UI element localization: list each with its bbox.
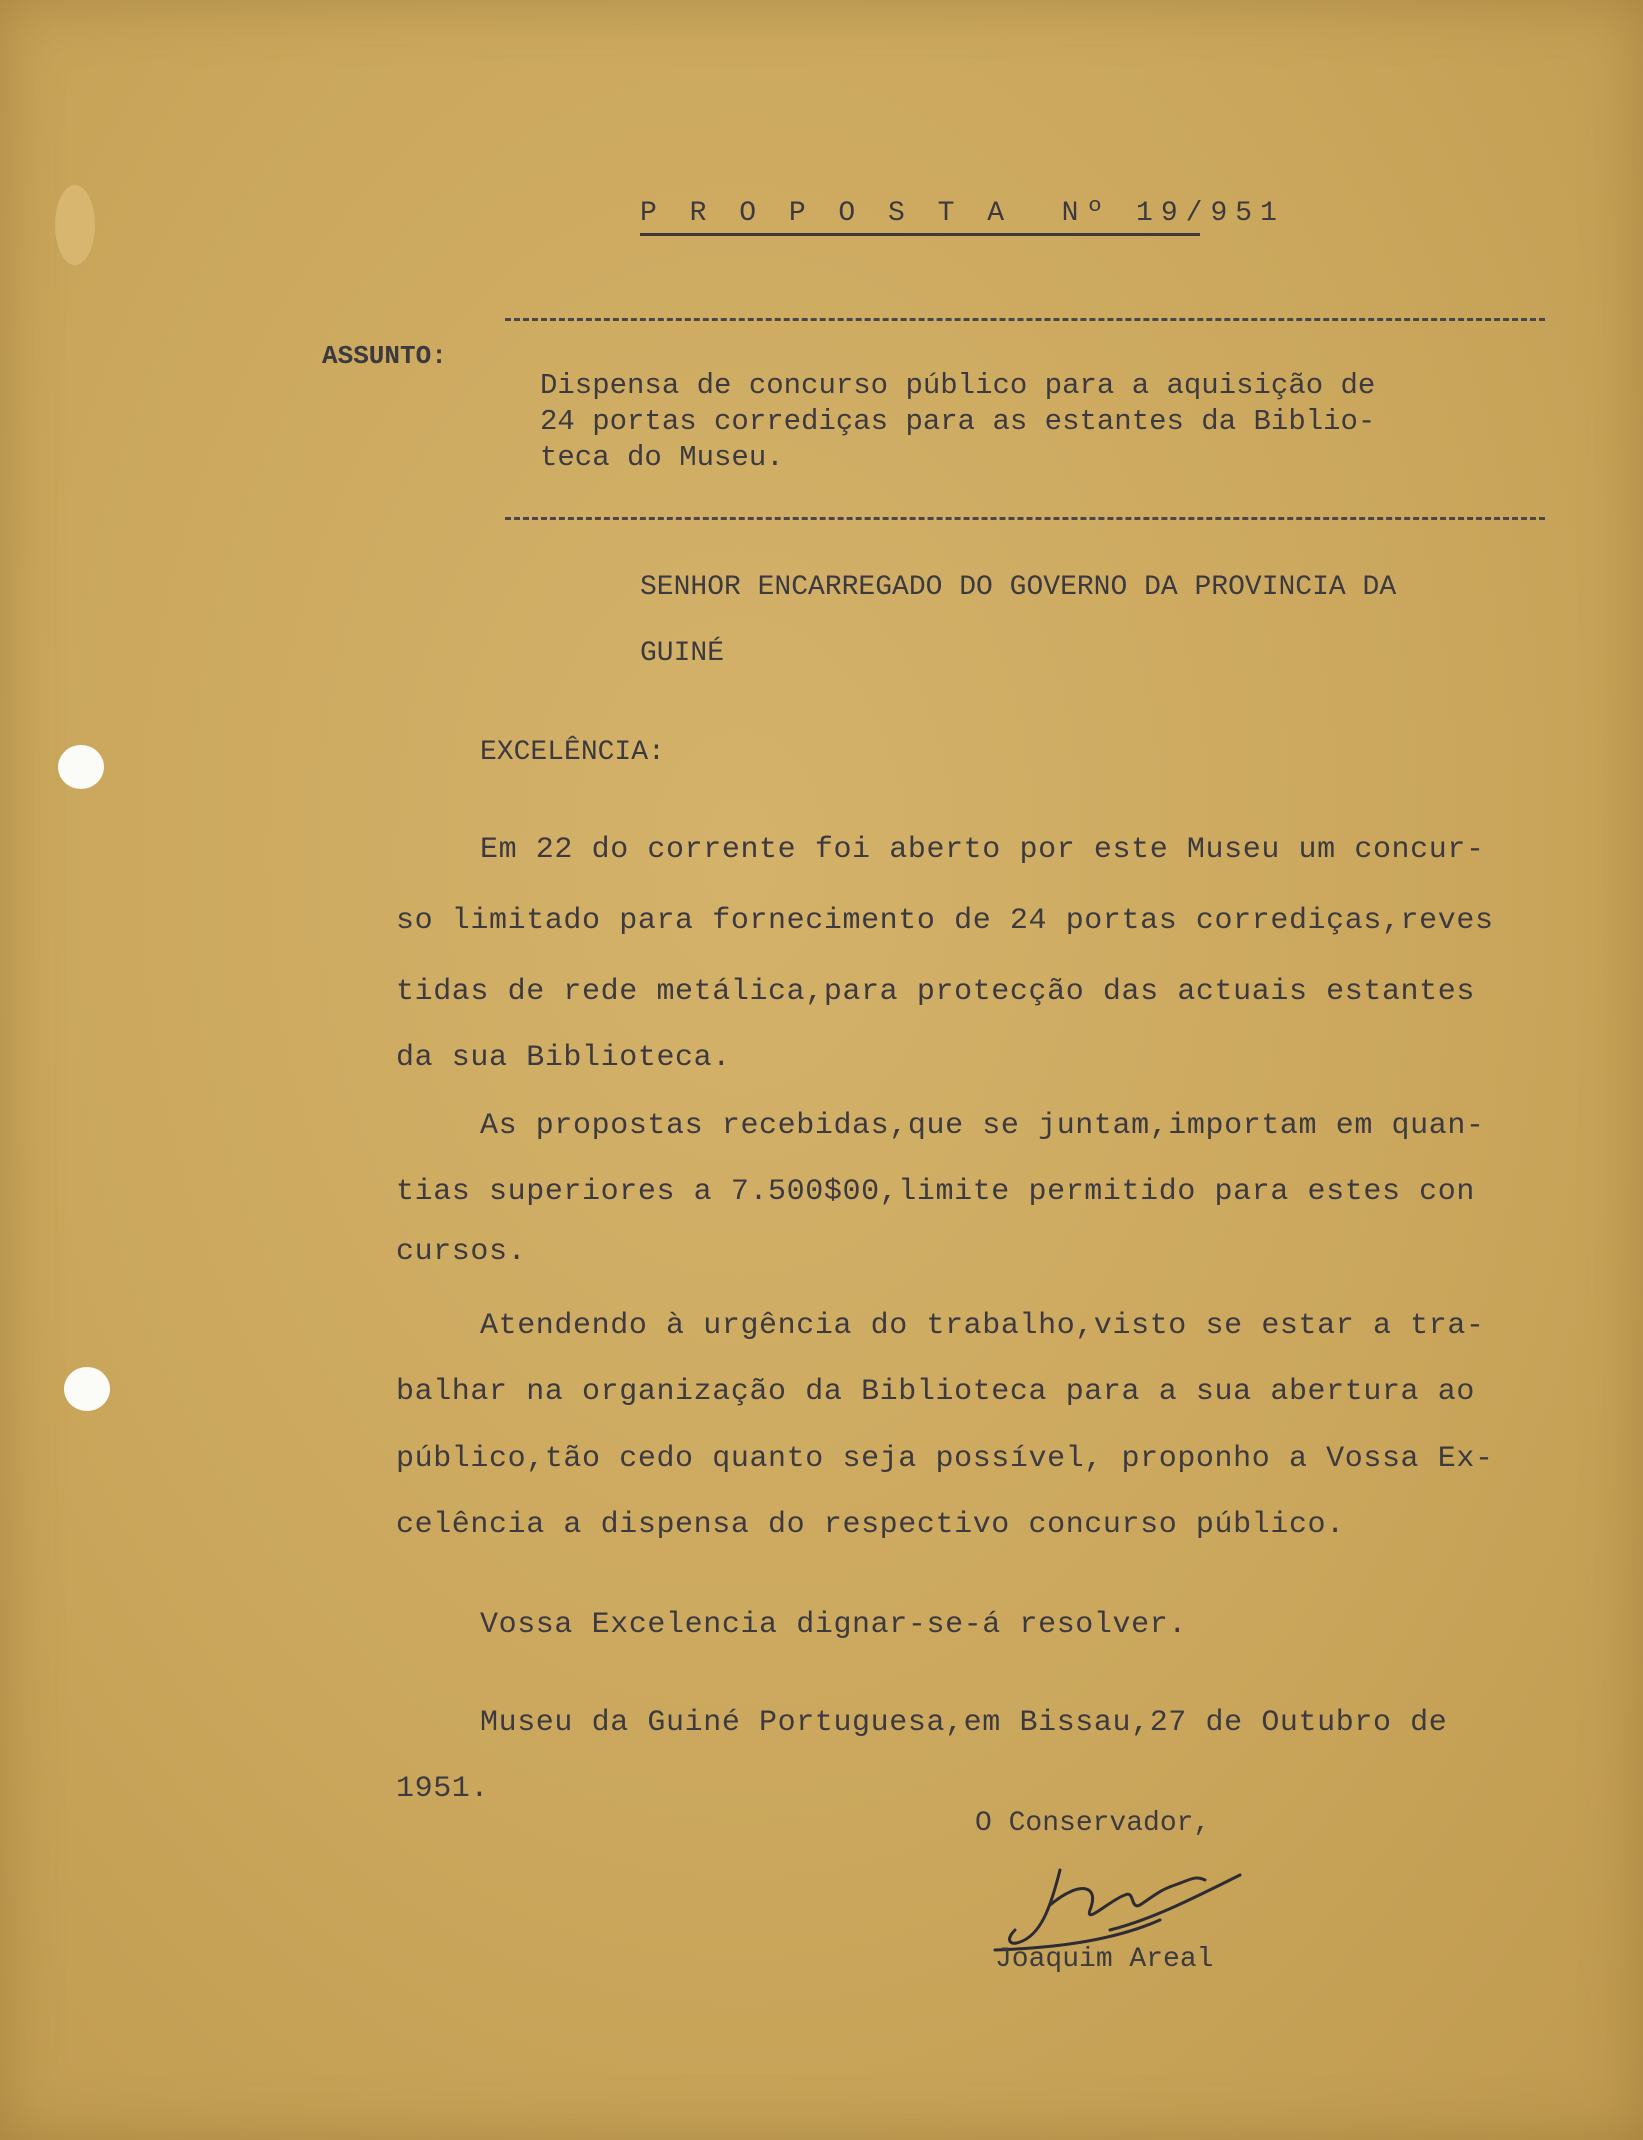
- document-title: P R O P O S T A Nº 19/951: [640, 198, 1200, 236]
- salutation: EXCELÊNCIA:: [480, 737, 665, 768]
- body-line: Em 22 do corrente foi aberto por este Museu um concur-: [480, 833, 1485, 867]
- body-line: balhar na organização da Biblioteca para a sua abertura ao: [396, 1375, 1475, 1409]
- addressee-line: GUINÉ: [640, 638, 725, 669]
- divider-bottom: [505, 517, 1545, 520]
- divider-top: [505, 318, 1545, 321]
- subject-label: ASSUNTO:: [322, 341, 447, 371]
- body-line: so limitado para fornecimento de 24 portas corrediças,reves: [396, 904, 1494, 938]
- punch-hole-top: [58, 745, 104, 789]
- addressee-line: SENHOR ENCARREGADO DO GOVERNO DA PROVINCIA DA: [640, 572, 1397, 603]
- body-line: celência a dispensa do respectivo concurso público.: [396, 1508, 1345, 1542]
- place-date-line: 1951.: [396, 1772, 490, 1806]
- body-line: público,tão cedo quanto seja possível, proponho a Vossa Ex-: [396, 1442, 1494, 1476]
- signatory-name: Joaquim Areal: [995, 1944, 1214, 1975]
- body-line: tias superiores a 7.500$00,limite permitido para estes con: [396, 1175, 1475, 1209]
- punch-hole-bottom: [64, 1367, 110, 1411]
- body-line: tidas de rede metálica,para protecção das actuais estantes: [396, 975, 1475, 1009]
- body-line: cursos.: [396, 1235, 527, 1269]
- body-line: As propostas recebidas,que se juntam,importam em quan-: [480, 1109, 1485, 1143]
- body-line: Atendendo à urgência do trabalho,visto se estar a tra-: [480, 1309, 1485, 1343]
- closing-line: Vossa Excelencia dignar-se-á resolver.: [480, 1608, 1187, 1642]
- subject-line: 24 portas corrediças para as estantes da Biblio-: [540, 405, 1376, 438]
- subject-line: Dispensa de concurso público para a aquisição de: [540, 369, 1376, 402]
- place-date-line: Museu da Guiné Portuguesa,em Bissau,27 de Outubro de: [480, 1706, 1448, 1740]
- body-line: da sua Biblioteca.: [396, 1041, 731, 1075]
- signatory-role: O Conservador,: [975, 1808, 1211, 1839]
- paper-stain: [55, 185, 95, 265]
- subject-line: teca do Museu.: [540, 441, 784, 474]
